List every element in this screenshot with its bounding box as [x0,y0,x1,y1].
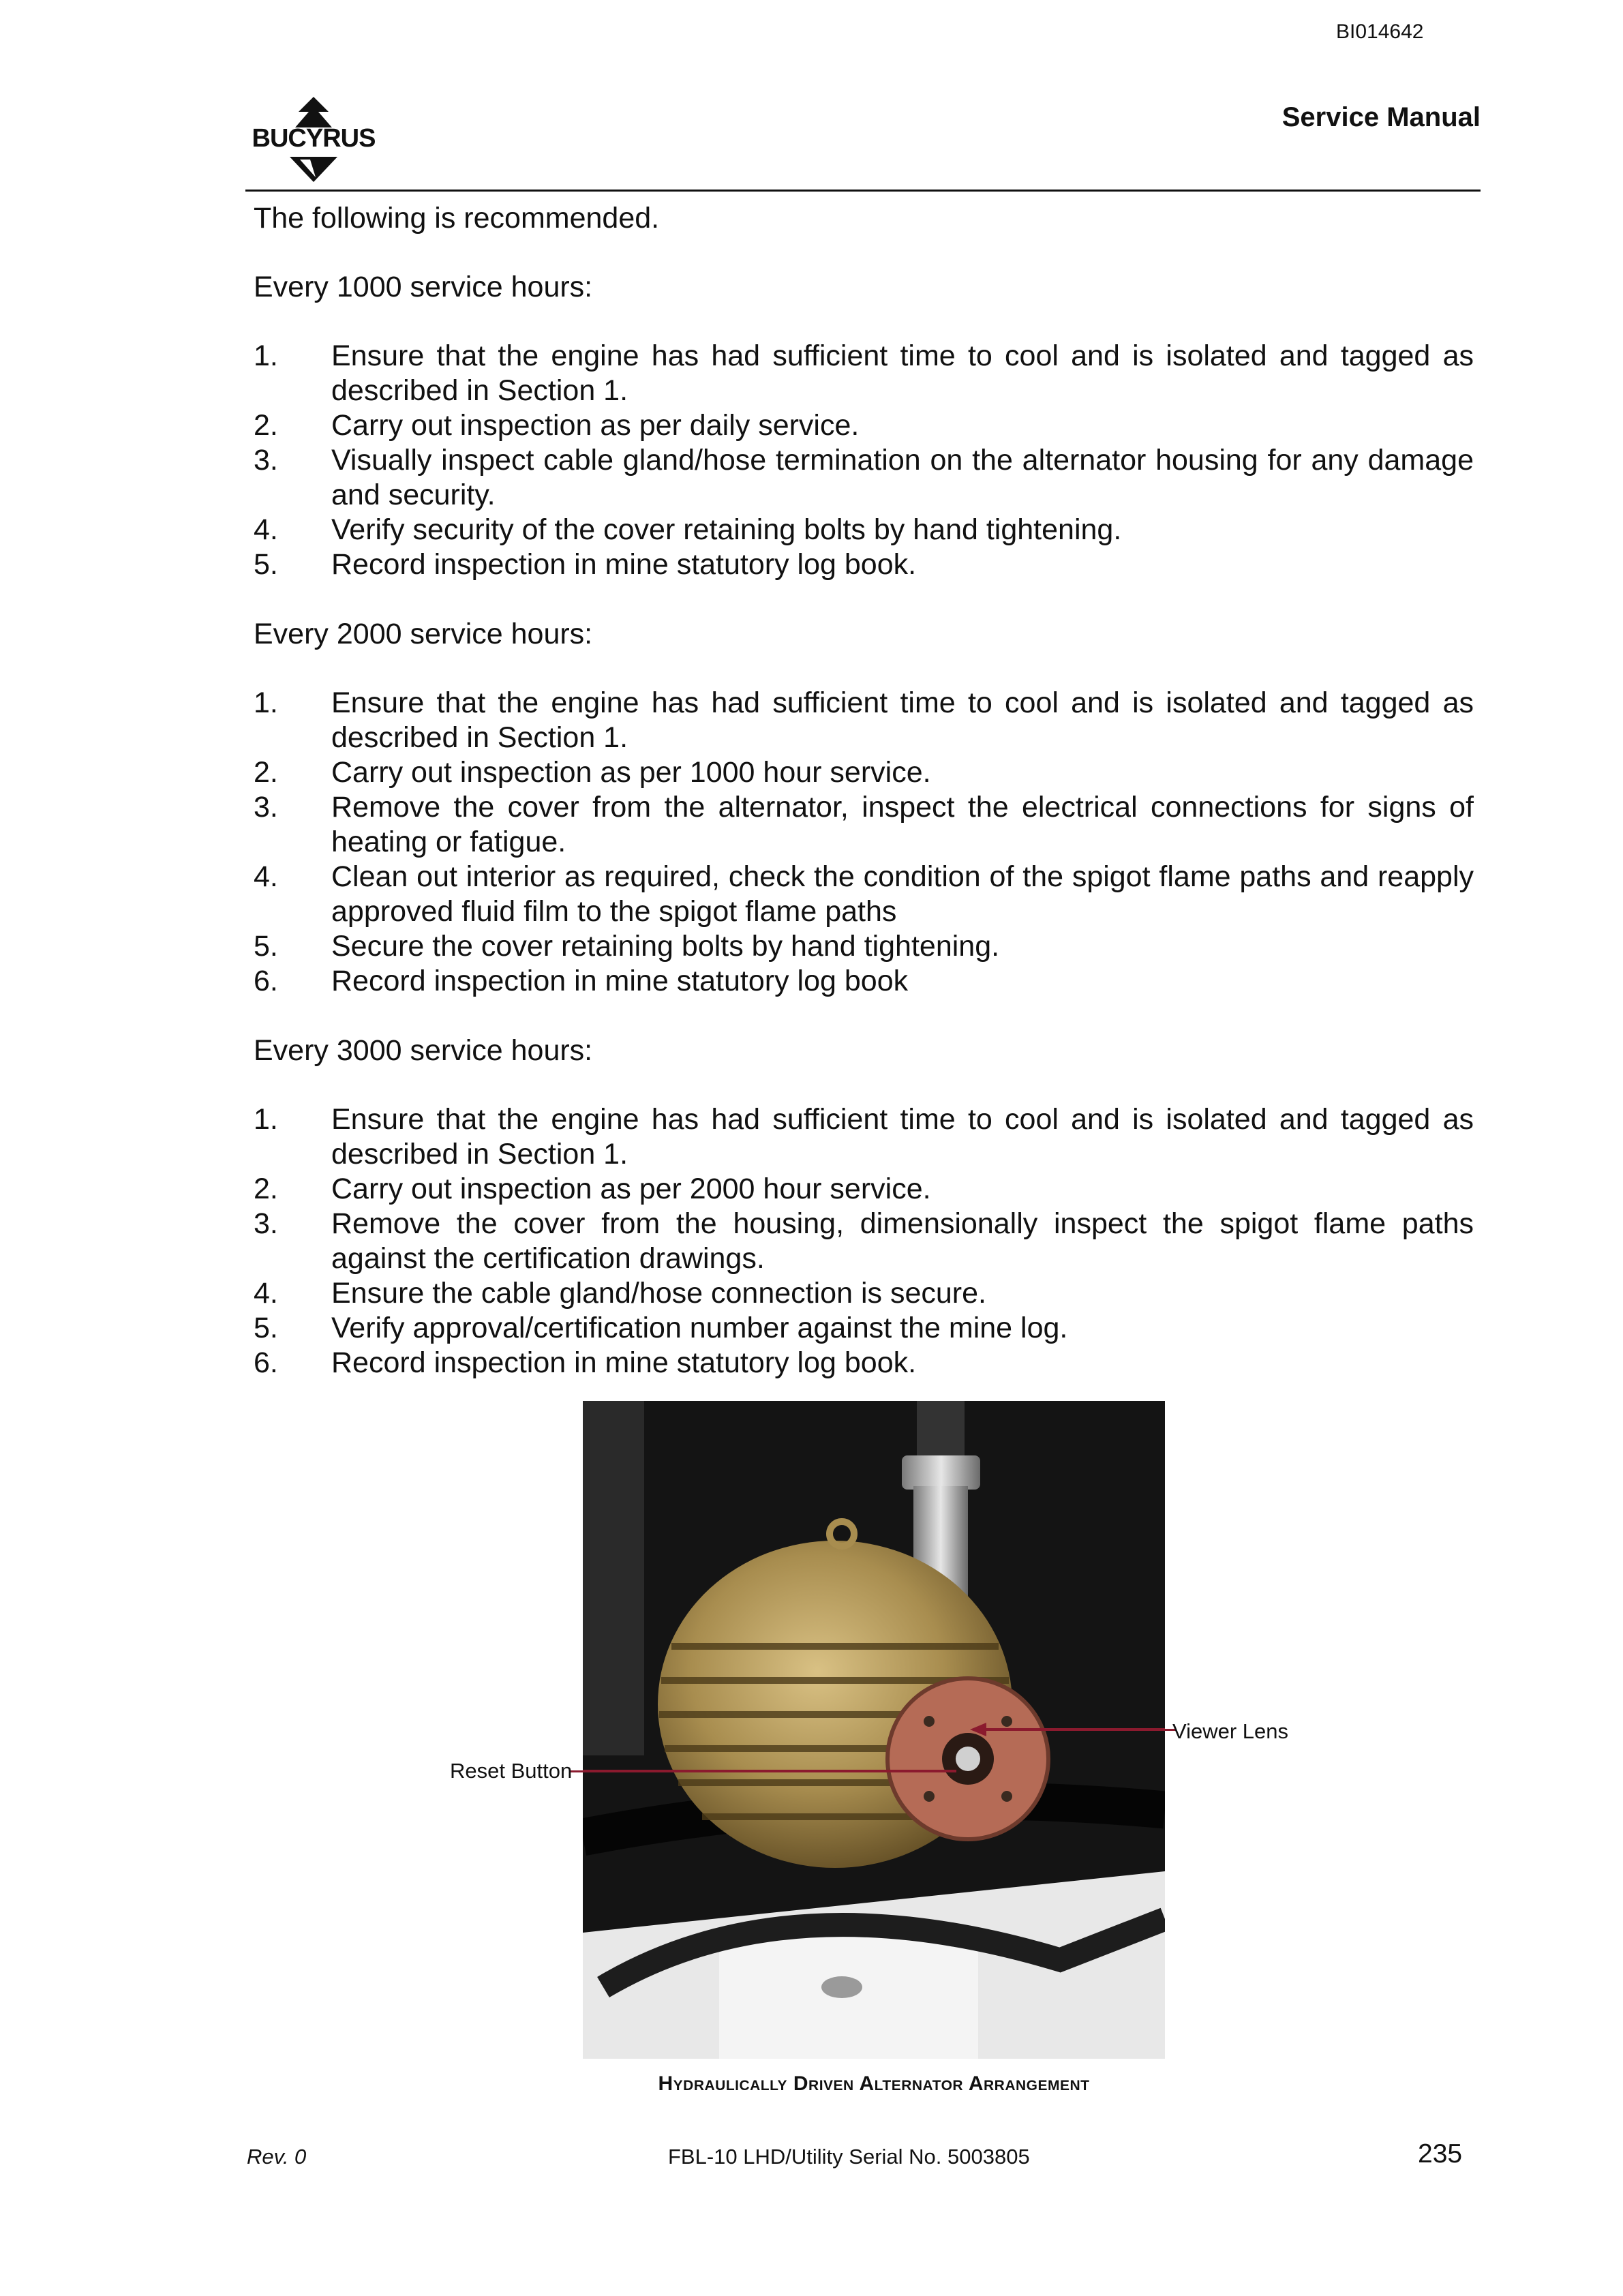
list-item [254,443,1474,513]
intro-text: The following is recommended. [254,202,660,235]
list-item [254,513,1474,547]
step-text: Carry out inspection as per 2000 hour service. [331,1173,931,1205]
list-item [254,790,1474,860]
step-text: Remove the cover from the housing, dimensionally inspect the spigot flame paths against the certification drawings. [331,1207,1474,1275]
step-number: 1. [254,339,278,372]
steps-2000 [254,686,1474,999]
alternator-photo [583,1401,1165,2059]
list-item [254,686,1474,755]
viewer-lens-label: Viewer Lens [1172,1719,1289,1743]
step-text: Visually inspect cable gland/hose termination on the alternator housing for any damage and security. [331,444,1474,511]
step-text: Ensure the cable gland/hose connection is secure. [331,1277,986,1310]
step-number: 3. [254,444,278,477]
section-heading-3000: Every 3000 service hours: [254,1034,593,1067]
alternator-illustration [583,1401,1165,2059]
steps-3000 [254,1102,1474,1380]
bucyrus-logo [242,97,385,185]
document-id: BI014642 [1336,20,1424,43]
step-number: 3. [254,791,278,824]
manual-title: Service Manual [1281,102,1481,132]
list-item [254,547,1474,582]
step-text: Ensure that the engine has had sufficient time to cool and is isolated and tagged as described in Section 1. [331,686,1474,754]
step-text: Record inspection in mine statutory log book. [331,1346,917,1379]
step-text: Ensure that the engine has had sufficient time to cool and is isolated and tagged as described in Section 1. [331,1103,1474,1170]
section-heading-1000: Every 1000 service hours: [254,271,593,303]
step-text: Record inspection in mine statutory log book [331,965,909,997]
step-number: 4. [254,1277,278,1310]
list-item [254,860,1474,929]
step-number: 2. [254,409,278,442]
step-number: 4. [254,513,278,546]
section-heading-2000: Every 2000 service hours: [254,618,593,650]
step-text: Carry out inspection as per daily service. [331,409,860,442]
step-number: 2. [254,1173,278,1205]
list-item [254,1311,1474,1346]
step-number: 1. [254,686,278,719]
step-text: Carry out inspection as per 1000 hour service. [331,756,931,789]
step-text: Verify approval/certification number against the mine log. [331,1312,1068,1344]
steps-1000 [254,339,1474,582]
step-number: 6. [254,965,278,997]
footer-serial: FBL-10 LHD/Utility Serial No. 5003805 [668,2145,1030,2169]
list-item [254,1346,1474,1380]
list-item [254,755,1474,790]
figure-caption: Hydraulically Driven Alternator Arrangement [658,2072,1090,2095]
step-number: 4. [254,860,278,893]
step-text: Remove the cover from the alternator, inspect the electrical connections for signs of heating or fatigue. [331,791,1474,858]
reset-button-label: Reset Button [450,1759,573,1783]
list-item [254,1276,1474,1311]
step-number: 3. [254,1207,278,1240]
list-item [254,929,1474,964]
list-item [254,1207,1474,1276]
document-body [254,201,1474,1415]
step-text: Record inspection in mine statutory log book. [331,548,917,581]
step-number: 5. [254,548,278,581]
list-item [254,408,1474,443]
list-item [254,1102,1474,1172]
step-number: 2. [254,756,278,789]
list-item [254,339,1474,408]
page-number: 235 [1418,2139,1463,2169]
step-text: Secure the cover retaining bolts by hand tightening. [331,930,1000,963]
step-number: 6. [254,1346,278,1379]
list-item [254,1172,1474,1207]
step-number: 1. [254,1103,278,1136]
step-number: 5. [254,1312,278,1344]
footer-revision: Rev. 0 [247,2145,307,2169]
list-item [254,964,1474,999]
step-number: 5. [254,930,278,963]
step-text: Ensure that the engine has had sufficient time to cool and is isolated and tagged as described in Section 1. [331,339,1474,407]
logo-wordmark: BUCYRUS [252,124,376,153]
header-rule [245,190,1481,192]
step-text: Verify security of the cover retaining bolts by hand tightening. [331,513,1122,546]
step-text: Clean out interior as required, check the condition of the spigot flame paths and reapply approved fluid film to the spigot flame paths [331,860,1474,928]
